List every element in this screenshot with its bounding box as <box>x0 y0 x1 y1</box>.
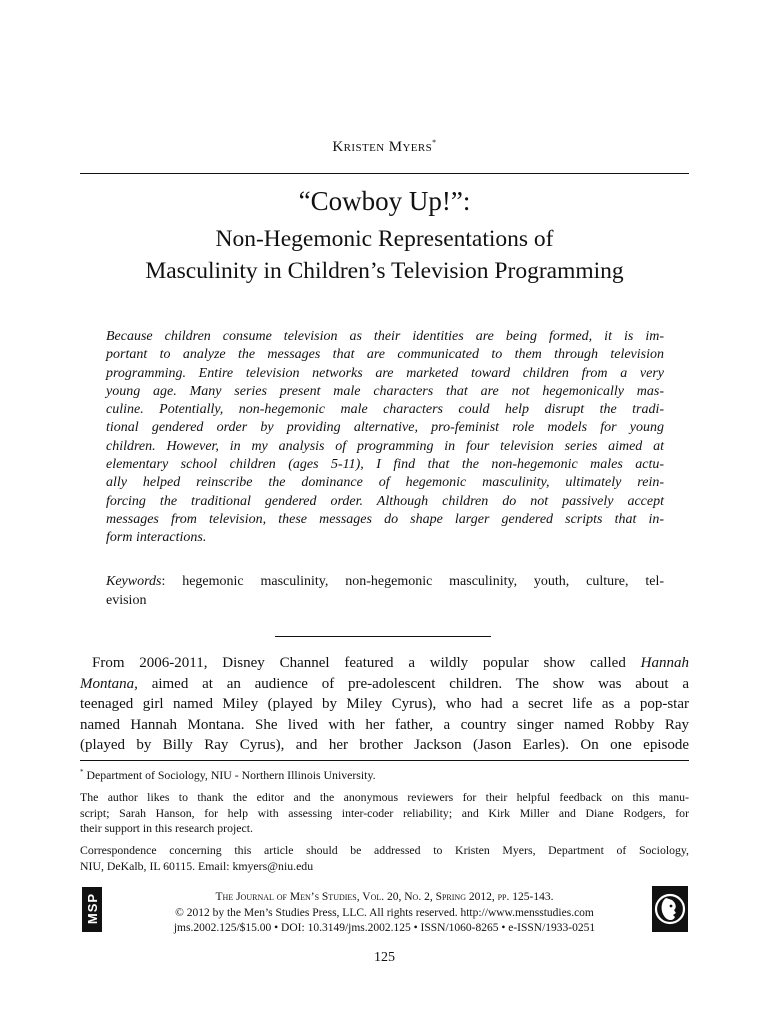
affiliation-text: Department of Sociology, NIU - Northern Illinois University. <box>83 768 376 782</box>
keywords-list: : hegemonic masculinity, non-hegemonic masculinity, youth, culture, tel- <box>161 574 664 589</box>
abstract-line: programming. Entire television networks are marketed toward children from a very <box>106 365 664 381</box>
show-title: Hannah <box>640 655 689 671</box>
msp-logo <box>82 887 102 932</box>
journal-citation: The Journal of Men’s Studies, Vol. 20, No. 2, Spring 2012, pp. 125-143. <box>215 891 554 903</box>
keywords <box>106 573 664 610</box>
footnote-line: script; Sarah Hanson, for help with assessing inter-coder reliability; and Kirk Miller and Diane Rodgers, for <box>80 805 689 820</box>
author-footnote-marker: * <box>432 138 437 147</box>
header-rule <box>80 173 689 174</box>
footnote-line: The author likes to thank the editor and the anonymous reviewers for their helpful feedback on this manu- <box>80 790 689 804</box>
keywords-label: Keywords <box>106 574 162 589</box>
body-line <box>80 653 689 674</box>
body-text <box>80 653 689 756</box>
abstract <box>106 328 664 548</box>
footnote-marker: * <box>80 768 84 776</box>
page-number: 125 <box>374 950 395 965</box>
title-line-1: “Cowboy Up!”: <box>298 186 471 216</box>
show-title: Montana, <box>80 675 138 692</box>
abstract-line: elementary school children (ages 5-11), I find that the non-hegemonic males actu- <box>106 457 664 473</box>
footnote-correspondence <box>80 843 689 874</box>
body-line: (played by Billy Ray Cyrus), and her brother Jackson (Jason Earles). On one episode <box>80 737 689 753</box>
abstract-line: culine. Potentially, non-hegemonic male characters could help disrupt the tradi- <box>106 402 664 418</box>
section-separator <box>275 636 491 637</box>
body-line <box>80 674 689 695</box>
keywords-line-1 <box>106 573 664 592</box>
abstract-line: tional gendered order by providing alternative, pro-feminist role models for young <box>106 420 664 436</box>
abstract-line: Because children consume television as their identities are being formed, it is im- <box>106 329 664 344</box>
journal-identifiers: jms.2002.125/$15.00 • DOI: 10.3149/jms.2002.125 • ISSN/1060-8265 • e-ISSN/1933-0251 <box>173 922 596 934</box>
footnote-line: Correspondence concerning this article should be addressed to Kristen Myers, Department of Sociology, <box>80 843 689 857</box>
article-page <box>80 0 689 1024</box>
abstract-line: young age. Many series present male characters that are not hegemonically mas- <box>106 383 664 399</box>
abstract-line: messages from television, these messages do shape larger gendered scripts that in- <box>106 511 664 527</box>
title-line-2: Non-Hegemonic Representations of <box>215 226 554 252</box>
abstract-line: form interactions. <box>106 530 207 546</box>
abstract-line: forcing the traditional gendered order. Although children do not passively accept <box>106 493 664 509</box>
abstract-line: children. However, in my analysis of programming in four television series aimed at <box>106 438 664 454</box>
title-line-3: Masculinity in Children’s Television Programming <box>145 258 624 284</box>
body-line: named Hannah Montana. She lived with her father, a country singer named Robby Ray <box>80 716 689 733</box>
footnote-line: NIU, DeKalb, IL 60115. Email: kmyers@niu.edu <box>80 858 314 873</box>
body-line: teenaged girl named Miley (played by Miley Cyrus), who had a secret life as a pop-star <box>80 696 689 712</box>
footnote-acknowledgements <box>80 790 689 837</box>
keywords-line-2: evision <box>106 592 147 608</box>
footnote-affiliation <box>80 765 689 784</box>
author-line <box>80 138 689 156</box>
author-name: Kristen Myers <box>332 139 433 155</box>
body-text-run: aimed at an audience of pre-adolescent children. The show was about a <box>137 675 689 692</box>
abstract-line: ally helped reinscribe the dominance of hegemonic masculinity, ultimately rein- <box>106 475 664 491</box>
msp-logo-text: MSP <box>85 892 100 925</box>
abstract-line: portant to analyze the messages that are communicated to them through television <box>106 347 664 363</box>
body-text-run: From 2006-2011, Disney Channel featured a wildly popular show called <box>92 655 641 671</box>
footnote-line: their support in this research project. <box>80 821 253 835</box>
press-head-logo <box>652 886 688 932</box>
journal-info <box>120 890 649 937</box>
footnote-rule <box>80 760 689 761</box>
journal-copyright: © 2012 by the Men’s Studies Press, LLC. All rights reserved. http://www.mensstudies.com <box>175 906 594 919</box>
